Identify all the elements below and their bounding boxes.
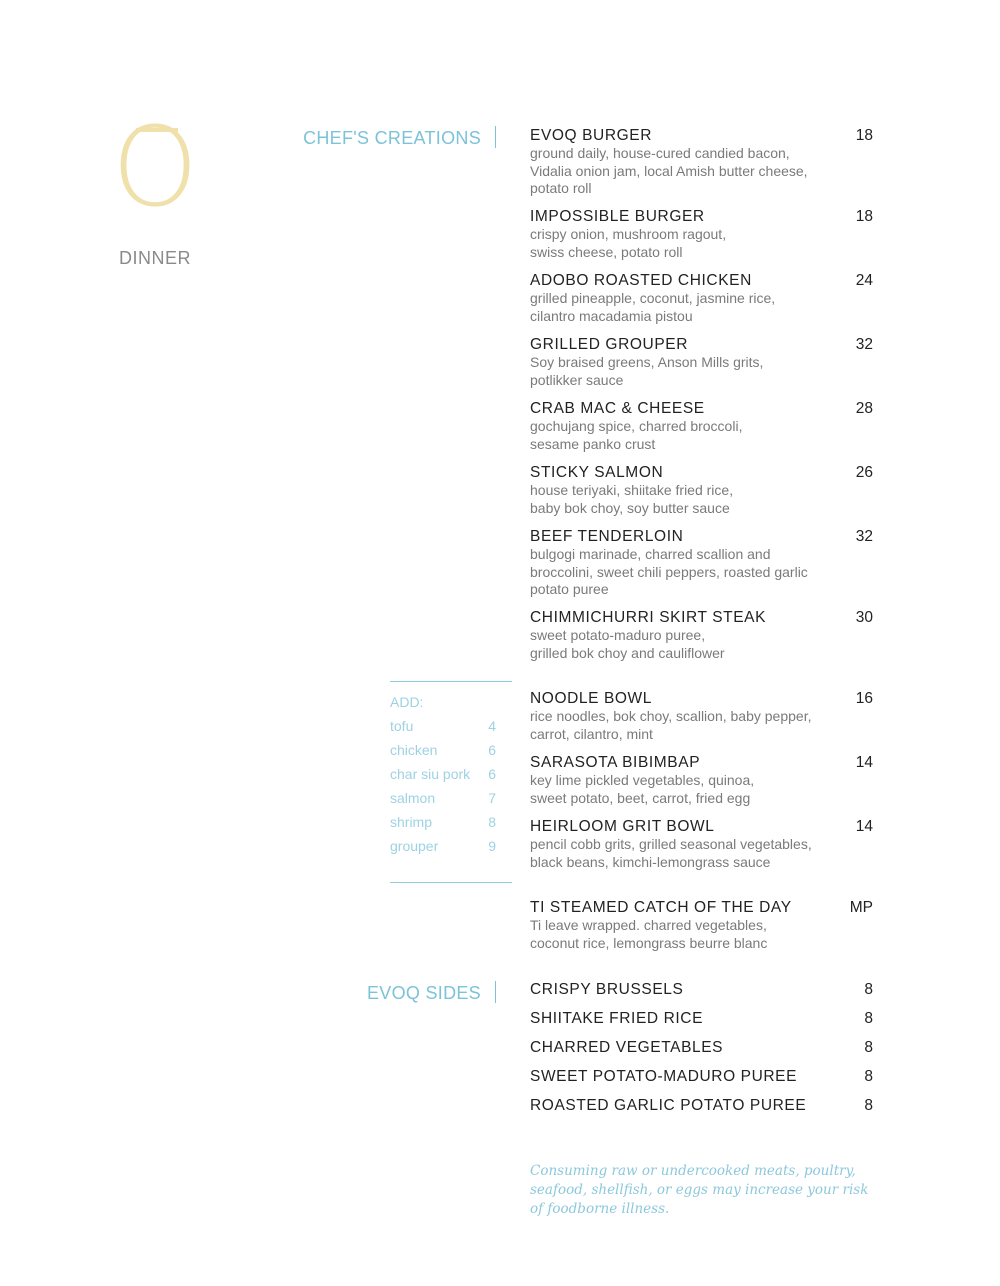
addon-name: salmon bbox=[390, 790, 436, 806]
section-label-chefs-creations bbox=[303, 126, 496, 149]
item-description: Soy braised greens, Anson Mills grits, potlikker sauce bbox=[530, 354, 764, 388]
section-title: CHEF'S CREATIONS bbox=[303, 128, 481, 148]
menu-item bbox=[530, 464, 875, 517]
item-name: SARASOTA BIBIMBAP bbox=[530, 754, 701, 771]
menu-item bbox=[530, 208, 875, 261]
side-item bbox=[530, 1068, 875, 1086]
side-item bbox=[530, 1010, 875, 1028]
item-description: bulgogi marinade, charred scallion and broccolini, sweet chili peppers, roasted garlic potato puree bbox=[530, 546, 808, 597]
addons-bottom-rule bbox=[390, 882, 512, 883]
item-price: MP bbox=[849, 899, 873, 916]
addon-price: 6 bbox=[488, 766, 496, 782]
item-name: CHIMMICHURRI SKIRT STEAK bbox=[530, 609, 767, 626]
item-description: gochujang spice, charred broccoli, sesame panko crust bbox=[530, 418, 743, 452]
item-price: 26 bbox=[855, 464, 873, 481]
addon-name: tofu bbox=[390, 718, 414, 734]
addon-item bbox=[390, 786, 500, 810]
addon-price: 8 bbox=[488, 814, 496, 830]
food-safety-disclaimer: Consuming raw or undercooked meats, poultry, seafood, shellfish, or eggs may increase your risk of foodborne illness. bbox=[530, 1163, 869, 1217]
item-description: ground daily, house-cured candied bacon, Vidalia onion jam, local Amish butter cheese, potato roll bbox=[530, 145, 808, 196]
addons-top-rule bbox=[390, 681, 512, 682]
side-price: 8 bbox=[864, 981, 873, 998]
menu-subtitle: DINNER bbox=[118, 248, 191, 268]
item-price: 14 bbox=[855, 754, 873, 771]
addon-item bbox=[390, 762, 500, 786]
item-name: STICKY SALMON bbox=[530, 464, 664, 481]
side-name: SHIITAKE FRIED RICE bbox=[530, 1010, 704, 1027]
section-title: EVOQ SIDES bbox=[366, 983, 481, 1003]
addon-item bbox=[390, 810, 500, 834]
addon-name: grouper bbox=[390, 838, 439, 854]
side-price: 8 bbox=[864, 1039, 873, 1056]
item-description: key lime pickled vegetables, quinoa, sweet potato, beet, carrot, fried egg bbox=[530, 772, 755, 806]
section-divider bbox=[495, 126, 496, 148]
item-price: 32 bbox=[855, 528, 873, 545]
menu-item bbox=[530, 818, 875, 871]
section-divider bbox=[495, 981, 496, 1003]
item-name: GRILLED GROUPER bbox=[530, 336, 689, 353]
menu-item bbox=[530, 754, 875, 807]
item-price: 18 bbox=[855, 208, 873, 225]
section-label-evoq-sides bbox=[367, 981, 496, 1004]
side-name: ROASTED GARLIC POTATO PUREE bbox=[530, 1097, 807, 1114]
addons-title: ADD: bbox=[390, 694, 424, 710]
side-item bbox=[530, 1039, 875, 1057]
menu-item bbox=[530, 690, 875, 743]
item-description: pencil cobb grits, grilled seasonal vegetables, black beans, kimchi-lemongrass sauce bbox=[530, 836, 812, 870]
item-name: NOODLE BOWL bbox=[530, 690, 653, 707]
item-description: sweet potato-maduro puree, grilled bok choy and cauliflower bbox=[530, 627, 725, 661]
addon-name: shrimp bbox=[390, 814, 433, 830]
menu-item bbox=[530, 609, 875, 662]
addon-item bbox=[390, 834, 500, 858]
item-name: ADOBO ROASTED CHICKEN bbox=[530, 272, 752, 289]
item-price: 18 bbox=[855, 127, 873, 144]
item-description: rice noodles, bok choy, scallion, baby pepper, carrot, cilantro, mint bbox=[530, 708, 812, 742]
side-item bbox=[530, 981, 875, 999]
item-price: 16 bbox=[855, 690, 873, 707]
item-price: 32 bbox=[855, 336, 873, 353]
item-name: HEIRLOOM GRIT BOWL bbox=[530, 818, 715, 835]
addon-price: 4 bbox=[488, 718, 496, 734]
menu-item bbox=[530, 127, 875, 198]
menu-item bbox=[530, 272, 875, 325]
item-price: 28 bbox=[855, 400, 873, 417]
item-description: Ti leave wrapped. charred vegetables, coconut rice, lemongrass beurre blanc bbox=[530, 917, 768, 951]
item-price: 14 bbox=[855, 818, 873, 835]
item-price: 24 bbox=[855, 272, 873, 289]
menu-item bbox=[530, 400, 875, 453]
addon-name: char siu pork bbox=[390, 766, 471, 782]
side-price: 8 bbox=[864, 1010, 873, 1027]
addon-price: 6 bbox=[488, 742, 496, 758]
addon-item bbox=[390, 714, 500, 738]
menu-item bbox=[530, 899, 875, 952]
logo-letter: O bbox=[111, 103, 199, 231]
item-name: EVOQ BURGER bbox=[530, 127, 653, 144]
side-price: 8 bbox=[864, 1068, 873, 1085]
item-name: BEEF TENDERLOIN bbox=[530, 528, 684, 545]
menu-item bbox=[530, 528, 875, 599]
addon-price: 7 bbox=[488, 790, 496, 806]
side-name: CRISPY BRUSSELS bbox=[530, 981, 684, 998]
menu-item bbox=[530, 336, 875, 389]
addon-name: chicken bbox=[390, 742, 438, 758]
item-description: grilled pineapple, coconut, jasmine rice, cilantro macadamia pistou bbox=[530, 290, 776, 324]
side-item bbox=[530, 1097, 875, 1115]
item-name: TI STEAMED CATCH OF THE DAY bbox=[530, 899, 792, 916]
side-name: CHARRED VEGETABLES bbox=[530, 1039, 724, 1056]
item-name: CRAB MAC & CHEESE bbox=[530, 400, 705, 417]
item-name: IMPOSSIBLE BURGER bbox=[530, 208, 705, 225]
item-description: crispy onion, mushroom ragout, swiss cheese, potato roll bbox=[530, 226, 727, 260]
addon-price: 9 bbox=[488, 838, 496, 854]
addon-item bbox=[390, 738, 500, 762]
item-description: house teriyaki, shiitake fried rice, baby bok choy, soy butter sauce bbox=[530, 482, 734, 516]
addons-list bbox=[390, 690, 500, 858]
side-name: SWEET POTATO-MADURO PUREE bbox=[530, 1068, 798, 1085]
item-price: 30 bbox=[855, 609, 873, 626]
side-price: 8 bbox=[864, 1097, 873, 1114]
